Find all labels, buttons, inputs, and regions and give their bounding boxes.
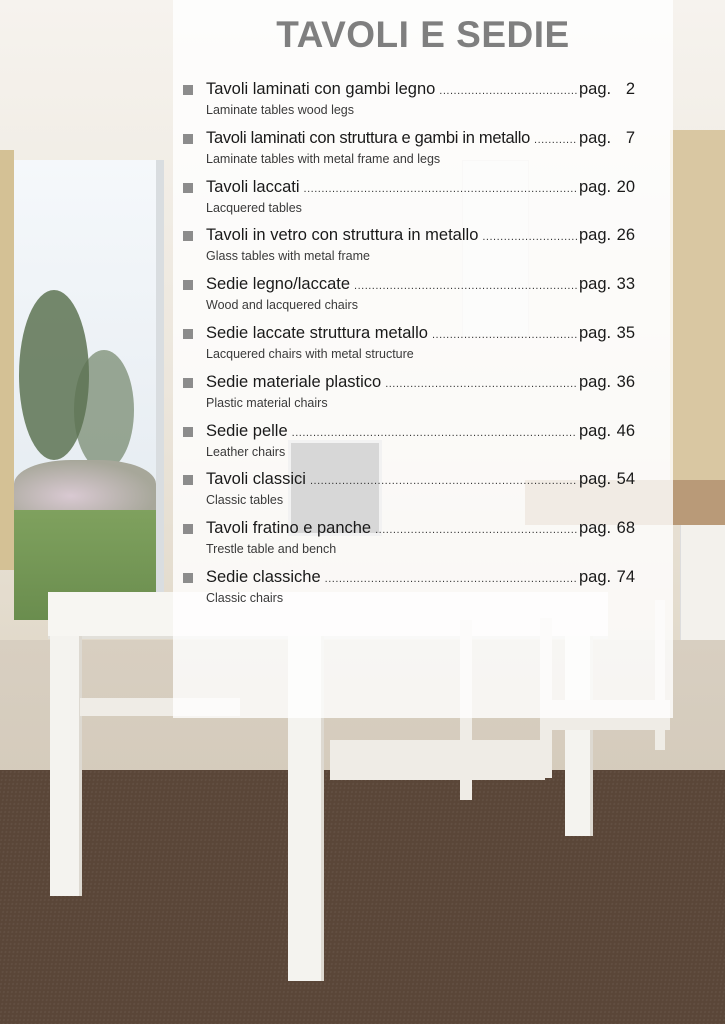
square-bullet-icon [183, 85, 193, 95]
toc-entry-subtitle: Lacquered tables [206, 200, 302, 215]
toc-entry-row [206, 324, 635, 343]
page-number: 54 [616, 470, 635, 489]
tree [74, 350, 134, 470]
toc-entry-subtitle: Laminate tables with metal frame and legs [206, 151, 441, 166]
page-number: 35 [616, 323, 635, 342]
toc-entry [173, 470, 673, 519]
page-number: 46 [616, 421, 635, 440]
toc-entry [173, 568, 673, 617]
toc-entry [173, 275, 673, 324]
toc-entry-subtitle: Wood and lacquered chairs [206, 298, 358, 313]
toc-entry-row [206, 422, 635, 441]
toc-entry-title: Tavoli laccati [206, 177, 300, 196]
toc-entry-row [206, 226, 635, 245]
toc-entry [173, 129, 673, 178]
toc-page-ref [579, 568, 635, 587]
dot-leader [482, 231, 577, 243]
toc-page-ref [579, 470, 635, 489]
page-label: pag. [579, 226, 612, 245]
page-label: pag. [579, 128, 612, 147]
toc-page-ref [579, 422, 635, 441]
page-number: 33 [616, 275, 635, 294]
dot-leader [304, 183, 577, 195]
toc-entry-subtitle: Leather chairs [206, 444, 286, 459]
toc-entry-subtitle: Classic chairs [206, 590, 284, 605]
dot-leader [439, 85, 577, 97]
square-bullet-icon [183, 475, 193, 485]
square-bullet-icon [183, 329, 193, 339]
square-bullet-icon [183, 231, 193, 241]
toc-entry-row [206, 129, 635, 148]
page-number: 68 [616, 519, 635, 538]
page-label: pag. [579, 177, 612, 196]
page-label: pag. [579, 567, 612, 586]
square-bullet-icon [183, 183, 193, 193]
toc-entry-title: Tavoli laminati con gambi legno [206, 80, 436, 98]
page-number: 20 [616, 177, 635, 196]
table-leg [50, 636, 82, 896]
toc-entry [173, 324, 673, 373]
rug [0, 770, 725, 1024]
page-label: pag. [579, 519, 612, 538]
toc-entry-row [206, 519, 635, 538]
chair-frame [330, 740, 545, 780]
kitchen-cabinet [680, 525, 725, 655]
square-bullet-icon [183, 134, 193, 144]
toc-entry-title: Tavoli classici [206, 470, 306, 489]
toc-entry-title: Sedie classiche [206, 567, 321, 586]
toc-entry-row [206, 275, 635, 294]
toc-entry-subtitle: Trestle table and bench [206, 542, 337, 557]
toc-entry-title: Sedie legno/laccate [206, 275, 351, 294]
square-bullet-icon [183, 378, 193, 388]
toc-entry-row [206, 568, 635, 587]
toc-entry [173, 519, 673, 568]
page-label: pag. [579, 275, 612, 294]
dot-leader [310, 475, 577, 487]
square-bullet-icon [183, 524, 193, 534]
toc-entry-subtitle: Classic tables [206, 493, 284, 508]
toc-entry-row [206, 373, 635, 392]
page-label: pag. [579, 470, 612, 489]
toc-entry-subtitle: Glass tables with metal frame [206, 249, 370, 264]
toc-entry-title: Sedie pelle [206, 421, 288, 440]
toc-entry [173, 226, 673, 275]
square-bullet-icon [183, 427, 193, 437]
page-number: 7 [625, 128, 635, 147]
dot-leader [432, 329, 577, 341]
page-number: 74 [616, 567, 635, 586]
toc-page-ref [579, 275, 635, 294]
page-label: pag. [579, 372, 612, 391]
page-label: pag. [579, 323, 612, 342]
left-wall-strip [0, 150, 14, 570]
dot-leader [354, 280, 577, 292]
toc-entry-row [206, 470, 635, 489]
toc-entry-title: Tavoli fratino e panche [206, 519, 372, 538]
right-wall-strip [670, 130, 725, 510]
garden-window [14, 160, 164, 620]
toc-page-ref [579, 519, 635, 538]
toc-entry-subtitle: Laminate tables wood legs [206, 103, 355, 117]
toc-entry [173, 80, 673, 129]
dot-leader [292, 427, 577, 439]
square-bullet-icon [183, 280, 193, 290]
toc-entry [173, 422, 673, 471]
toc-page-ref [579, 226, 635, 245]
dot-leader [385, 378, 577, 390]
toc-entry [173, 178, 673, 227]
dot-leader [325, 573, 577, 585]
toc-entry-subtitle: Lacquered chairs with metal structure [206, 346, 414, 361]
toc-page-ref [579, 80, 635, 99]
page-label: pag. [579, 80, 612, 98]
page-label: pag. [579, 421, 612, 440]
table-of-contents [173, 80, 673, 617]
contents-panel [173, 0, 673, 718]
page-number: 26 [616, 226, 635, 245]
toc-page-ref [579, 178, 635, 197]
toc-entry-title: Sedie laccate struttura metallo [206, 323, 428, 342]
toc-entry-row [206, 80, 635, 99]
toc-entry-title: Tavoli in vetro con struttura in metallo [206, 226, 479, 245]
page-number: 36 [616, 372, 635, 391]
dot-leader [375, 524, 577, 536]
page-title: TAVOLI E SEDIE [276, 14, 570, 55]
toc-page-ref [579, 373, 635, 392]
toc-page-ref [579, 129, 635, 148]
toc-entry-row [206, 178, 635, 197]
toc-entry-subtitle: Plastic material chairs [206, 395, 328, 410]
page-number: 2 [625, 80, 635, 98]
toc-page-ref [579, 324, 635, 343]
toc-entry [173, 373, 673, 422]
dot-leader [534, 134, 577, 146]
toc-entry-title: Tavoli laminati con struttura e gambi in metallo [206, 128, 531, 147]
toc-entry-title: Sedie materiale plastico [206, 372, 382, 391]
square-bullet-icon [183, 573, 193, 583]
